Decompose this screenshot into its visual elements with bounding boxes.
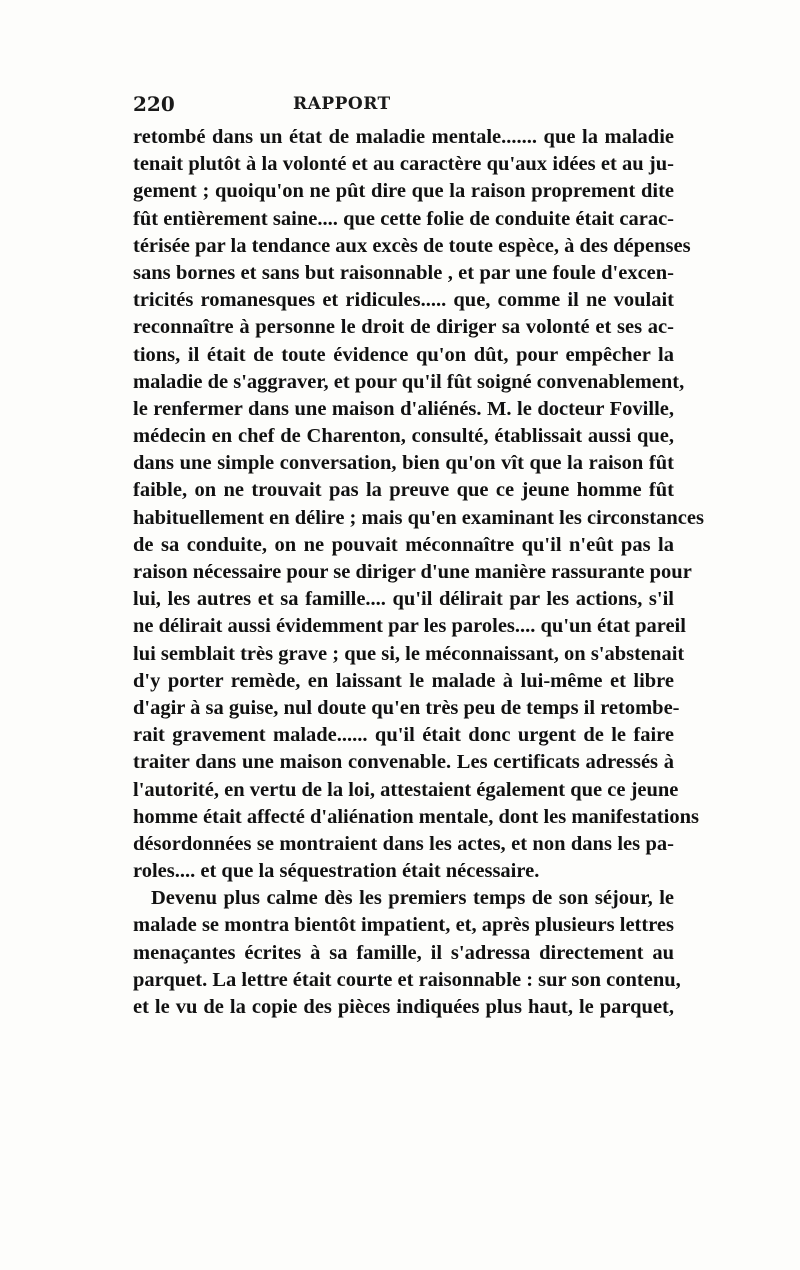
text-line: lui, les autres et sa famille.... qu'il délirait par les actions, s'il	[133, 588, 674, 611]
text-line: roles.... et que la séquestration était nécessaire.	[133, 860, 540, 883]
text-line: tricités romanesques et ridicules..... que, comme il ne voulait	[133, 289, 674, 312]
paragraph-2	[133, 885, 681, 1021]
text-line: maladie de s'aggraver, et pour qu'il fût soigné convenablement,	[133, 370, 685, 393]
text-line: parquet. La lettre était courte et raisonnable : sur son contenu,	[133, 968, 681, 991]
text-line: médecin en chef de Charenton, consulté, établissait aussi que,	[133, 425, 674, 448]
text-line: retombé dans un état de maladie mentale....... que la maladie	[133, 126, 674, 148]
text-line: traiter dans une maison convenable. Les certificats adressés à	[133, 751, 674, 774]
text-line: tions, il était de toute évidence qu'on dût, pour empêcher la	[133, 343, 674, 366]
text-line: malade se montra bientôt impatient, et, après plusieurs lettres	[133, 914, 674, 937]
paragraph-1	[133, 124, 704, 885]
text-line: raison nécessaire pour se diriger d'une manière rassurante pour	[133, 561, 692, 583]
text-line: ne délirait aussi évidemment par les paroles.... qu'un état pareil	[133, 615, 686, 638]
text-line: térisée par la tendance aux excès de toute espèce, à des dépenses	[133, 234, 691, 257]
text-line: reconnaître à personne le droit de diriger sa volonté et ses ac-	[133, 316, 674, 339]
text-line: lui semblait très grave ; que si, le méconnaissant, on s'abstenait	[133, 642, 685, 665]
text-line: désordonnées se montraient dans les actes, et non dans les pa-	[133, 832, 674, 855]
text-line: l'autorité, en vertu de la loi, attestaient également que ce jeune	[133, 778, 679, 801]
text-line: tenait plutôt à la volonté et au caractère qu'aux idées et au ju-	[133, 153, 674, 176]
page-number: 220	[133, 92, 175, 116]
text-line: faible, on ne trouvait pas la preuve que ce jeune homme fût	[133, 479, 674, 502]
text-line: habituellement en délire ; mais qu'en examinant les circonstances	[133, 506, 704, 529]
text-line: dans une simple conversation, bien qu'on vît que la raison fût	[133, 452, 674, 475]
text-line: menaçantes écrites à sa famille, il s'adressa directement au	[133, 941, 674, 964]
body-text	[133, 124, 704, 1021]
text-line: d'agir à sa guise, nul doute qu'en très peu de temps il retombe-	[133, 696, 680, 719]
text-line: homme était affecté d'aliénation mentale, dont les manifestations	[133, 805, 699, 828]
running-head	[133, 92, 673, 122]
text-line: Devenu plus calme dès les premiers temps de son séjour, le	[151, 887, 674, 910]
text-line: de sa conduite, on ne pouvait méconnaître qu'il n'eût pas la	[133, 533, 674, 556]
text-line: sans bornes et sans but raisonnable , et par une foule d'excen-	[133, 261, 674, 284]
text-line: gement ; quoiqu'on ne pût dire que la raison proprement dite	[133, 180, 674, 203]
text-line: rait gravement malade...... qu'il était donc urgent de le faire	[133, 724, 674, 747]
text-line: et le vu de la copie des pièces indiquées plus haut, le parquet,	[133, 996, 674, 1018]
text-line: d'y porter remède, en laissant le malade à lui-même et libre	[133, 669, 674, 692]
text-line: fût entièrement saine.... que cette folie de conduite était carac-	[133, 207, 674, 230]
running-title: RAPPORT	[293, 94, 391, 114]
text-line: le renfermer dans une maison d'aliénés. M. le docteur Foville,	[133, 397, 674, 420]
